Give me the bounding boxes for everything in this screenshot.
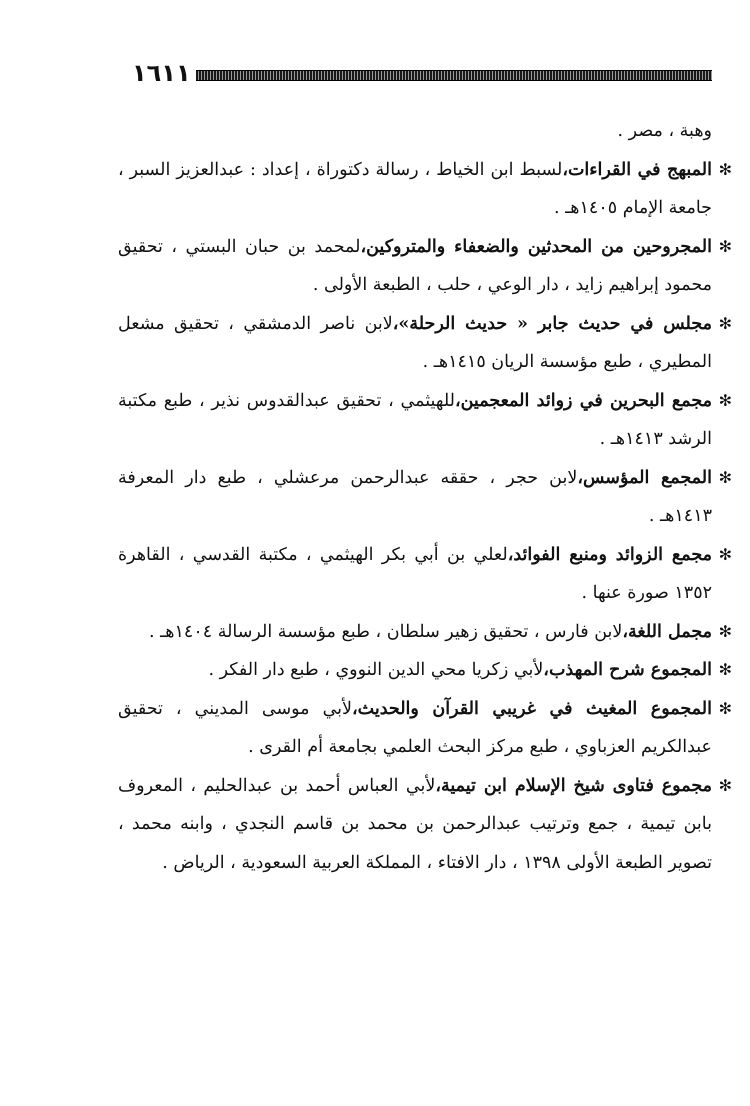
entry-title: مجمع البحرين في زوائد المعجمين، xyxy=(454,390,712,411)
entry-details: لابن فارس ، تحقيق زهير سلطان ، طبع مؤسسة الرسالة ١٤٠٤هـ . xyxy=(149,621,623,642)
bibliography-entry xyxy=(118,228,732,305)
entry-title: مجمل اللغة، xyxy=(622,621,712,642)
page-number: ١٦١١ xyxy=(132,59,191,87)
entry-title: مجلس في حديث جابر « حديث الرحلة»، xyxy=(392,313,712,334)
entry-title: المجروحين من المحدثين والضعفاء والمتروكين، xyxy=(360,236,712,257)
asterisk-icon: ✻ xyxy=(718,660,732,679)
entry-details: للهيثمي ، تحقيق عبدالقدوس نذير ، طبع مكتبة الرشد ١٤١٣هـ . xyxy=(118,390,712,449)
entry-details: لابن ناصر الدمشقي ، تحقيق مشعل المطيري ، طبع مؤسسة الريان ١٤١٥هـ . xyxy=(118,313,712,372)
bibliography-entry xyxy=(118,613,732,652)
page-header xyxy=(132,58,712,88)
entry-title: مجمع الزوائد ومنبع الفوائد، xyxy=(507,544,713,565)
header-rule xyxy=(196,70,712,81)
entry-details: لسبط ابن الخياط ، رسالة دكتوراة ، إعداد : عبدالعزيز السبر ، جامعة الإمام ١٤٠٥هـ . xyxy=(118,159,712,218)
bibliography-entry xyxy=(118,151,732,228)
entry-details: لمحمد بن حبان البستي ، تحقيق محمود إبراهيم زايد ، دار الوعي ، حلب ، الطبعة الأولى . xyxy=(118,236,712,295)
entry-title: المجموع شرح المهذب، xyxy=(543,660,712,680)
asterisk-icon: ✻ xyxy=(718,544,732,564)
bibliography-entry xyxy=(118,767,732,883)
entry-details: لأبي زكريا محي الدين النووي ، طبع دار الفكر . xyxy=(208,660,544,680)
entry-details: لابن حجر ، حققه عبدالرحمن مرعشلي ، طبع دار المعرفة ١٤١٣هـ . xyxy=(118,467,712,526)
entry-title: مجموع فتاوى شيخ الإسلام ابن تيمية، xyxy=(435,775,712,796)
asterisk-icon: ✻ xyxy=(718,621,732,641)
continuation-line: وهبة ، مصر . xyxy=(617,121,712,141)
entry-details: لأبي موسى المديني ، تحقيق عبدالكريم العزباوي ، طبع مركز البحث العلمي بجامعة أم القرى . xyxy=(118,698,712,757)
entry-details: لعلي بن أبي بكر الهيثمي ، مكتبة القدسي ، القاهرة ١٣٥٢ صورة عنها . xyxy=(118,544,712,603)
bibliography-entry xyxy=(118,305,732,382)
asterisk-icon: ✻ xyxy=(718,313,732,333)
bibliography-entry xyxy=(118,382,732,459)
asterisk-icon: ✻ xyxy=(718,159,732,179)
entry-details: لأبي العباس أحمد بن عبدالحليم ، المعروف بابن تيمية ، جمع وترتيب عبدالرحمن بن محمد بن قاسم النجدي ، وابنه محمد ، تصوير الطبعة الأولى ١٣٩٨ ، دار الافتاء ، المملكة العربية السعودية ، الرياض . xyxy=(118,775,712,873)
bibliography-entry xyxy=(118,651,732,690)
asterisk-icon: ✻ xyxy=(718,775,732,795)
entry-title: المجمع المؤسس، xyxy=(577,467,712,488)
asterisk-icon: ✻ xyxy=(718,467,732,487)
entry-title: المجموع المغيث في غريبي القرآن والحديث، xyxy=(352,698,712,719)
entry-title: المبهج في القراءات، xyxy=(562,159,712,180)
asterisk-icon: ✻ xyxy=(718,236,732,256)
bibliography-entry xyxy=(118,690,732,767)
asterisk-icon: ✻ xyxy=(718,390,732,410)
bibliography-list xyxy=(118,112,732,882)
asterisk-icon: ✻ xyxy=(718,698,732,718)
bibliography-entry xyxy=(118,459,732,536)
bibliography-entry xyxy=(118,536,732,613)
